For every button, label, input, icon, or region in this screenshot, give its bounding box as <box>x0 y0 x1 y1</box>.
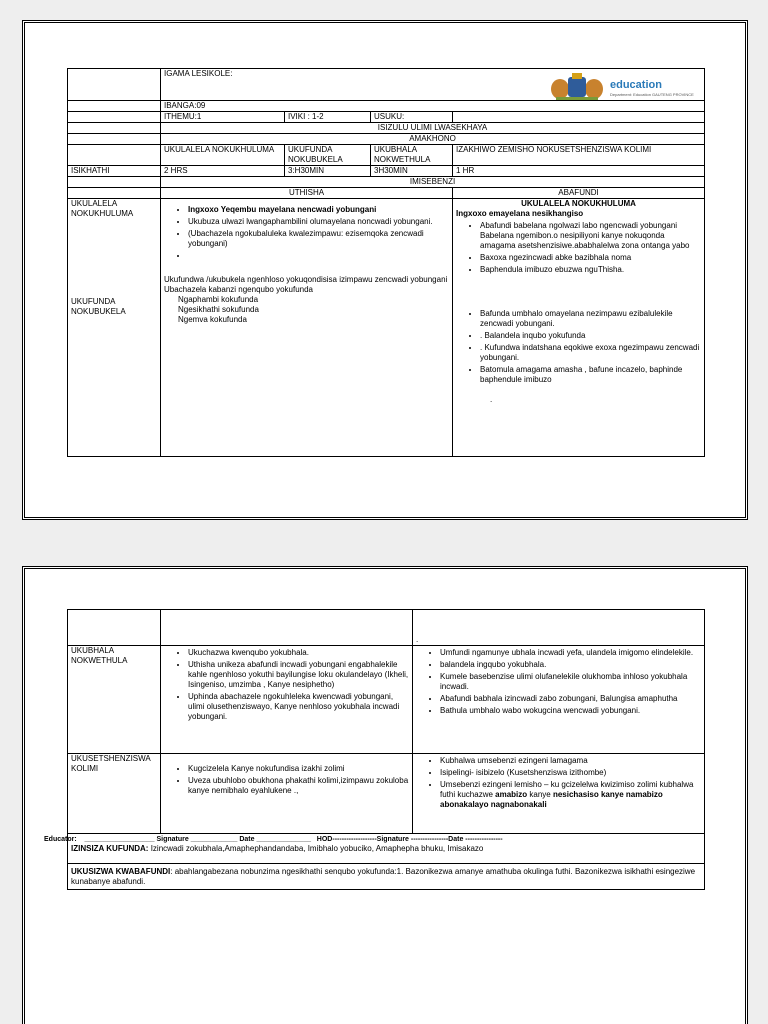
time-reading: 3:H30MIN <box>285 166 371 177</box>
learner-language-cell <box>413 754 705 834</box>
list-item: • Ingxoxo Yeqembu mayelana nencwadi yobungani <box>188 205 449 215</box>
teacher-header: UTHISHA <box>161 188 453 199</box>
support-text: : abahlangabezana nobunzima ngesikhathi senqubo yokufunda:1. Bazonikezwa amanye amathuba okulinga futhi. Bazonikezwa isikhathi esingeziwe kunabanye abafundi. <box>71 866 696 886</box>
time-language: 1 HR <box>453 166 705 177</box>
section-label-reading: UKUFUNDA NOKUBUKELA <box>71 297 126 316</box>
reading-step: Ngemva kokufunda <box>178 315 247 324</box>
logo-subtext: Department: Education GAUTENG PROVINCE <box>610 92 694 97</box>
section-label-listening: UKULALELA NOKUKHULUMA <box>71 199 134 218</box>
support-row <box>68 864 705 890</box>
theme-cell: ITHEMU:1 <box>161 112 285 123</box>
teacher-reading-line: Ubachazela kabanzi ngenqubo yokufunda <box>164 285 314 294</box>
teacher-list-language <box>164 764 409 796</box>
list-item: • Baxoxa ngezincwadi abke bazibhala noma <box>480 253 701 263</box>
teacher-activities-cell <box>161 199 453 457</box>
education-logo <box>546 71 696 101</box>
list-item: • Bafunda umbhalo omayelana nezimpawu ezibalulekile zencwadi yobungani. <box>480 309 701 329</box>
writing-section-label: UKUBHALA NOKWETHULA <box>68 646 161 754</box>
list-item: • Uphinda abachazele ngokuhleleka kwencwadi yobungani, ulimi olusethenziswayo, Kanye nenhloso yokubhala incwadi yobungani. <box>188 692 409 722</box>
list-item: • Baphendula imibuzo ebuzwa nguThisha. <box>480 265 701 275</box>
school-name-label: IGAMA LESIKOLE: <box>164 69 233 78</box>
logo-wordmark: education <box>610 79 662 91</box>
learner-section-subheading: Ingxoxo emayelana nesikhangiso <box>456 209 584 218</box>
reading-step: Ngaphambi kokufunda <box>178 295 259 304</box>
learner-list-writing <box>416 648 701 716</box>
week-cell: IVIKI : 1-2 <box>285 112 371 123</box>
language-section-label: UKUSETSHENZISWA KOLIMI <box>68 754 161 834</box>
list-item: • balandela ingqubo yokubhala. <box>440 660 701 670</box>
lesson-plan-page-2 <box>22 566 748 1024</box>
skill-writing: UKUBHALA NOKWETHULA <box>371 145 453 166</box>
list-item: • Kumele basebenzise ulimi olufanelekile olukhomba inhloso yokubhala incwadi. <box>440 672 701 692</box>
learner-section-heading: UKULALELA NOKUKHULUMA <box>521 199 636 208</box>
lesson-plan-table-1 <box>67 68 705 457</box>
teacher-language-cell <box>161 754 413 834</box>
date-label-cell: USUKU: <box>371 112 453 123</box>
learner-activities-cell <box>453 199 705 457</box>
learner-writing-cell <box>413 646 705 754</box>
reading-step: Ngesikhathi sokufunda <box>178 305 259 314</box>
teacher-list-writing <box>164 648 409 722</box>
learner-list-reading <box>456 309 701 385</box>
list-item <box>188 251 449 261</box>
activities-header: IMISEBENZI <box>161 177 705 188</box>
list-item: • Bathula umbhalo wabo wokugcina wencwadi yobungani. <box>440 706 701 716</box>
signature-line: Educator: __________________ Signature ____________ Date ______________ HOD-------------------Signature ----------------Date ---------------- <box>44 836 503 843</box>
trailing-dot: . <box>490 395 493 404</box>
list-item: • Ukubuza ulwazi lwangaphambilini olumayelana noncwadi yobungani. <box>188 217 449 227</box>
support-label: UKUSIZWA KWABAFUNDI <box>71 866 171 876</box>
list-item: • . Balandela inqubo yokufunda <box>480 331 701 341</box>
learner-list-language <box>416 756 701 810</box>
list-item: • Umsebenzi ezingeni lemisho – ku gcizelelwa kwizimiso zolimi kubhalwa futhi kuchazwe amabizo kanye nesichasiso kanye namabizo abonakalayo nagnabonakali <box>440 780 701 810</box>
list-item: • Abafundi babelana ngolwazi labo ngencwadi yobungani Babelana ngemibon.o nesipiliyoni kanye nokuqonda amagama asetshenzisiwe.ababhalelwa zona ontanga yabo <box>480 221 701 251</box>
lesson-plan-table-2 <box>67 609 705 890</box>
list-item: • Abafundi babhala izincwadi zabo zobungani, Balungisa amaphutha <box>440 694 701 704</box>
list-item: • Uveza ubuhlobo obukhona phakathi kolimi,izimpawu zokuloba kanye nemibhalo eyahlukene ., <box>188 776 409 796</box>
teacher-list-listening <box>164 205 449 261</box>
top-dot: . <box>413 610 705 646</box>
time-listening: 2 HRS <box>161 166 285 177</box>
lesson-plan-page-1 <box>22 20 748 520</box>
resources-text: Izincwadi zokubhala,Amaphephandandaba, Imibhalo yobuciko, Amaphepha bhuku, Imisakazo <box>148 843 484 853</box>
learners-header: ABAFUNDI <box>453 188 705 199</box>
list-item: • Kubhalwa umsebenzi ezingeni lamagama <box>440 756 701 766</box>
list-item: • Isipelingi- isibizelo (Kusetshenziswa izithombe) <box>440 768 701 778</box>
list-item: • Batomula amagama amasha , bafune incazelo, baphinde baphendule imibuzo <box>480 365 701 385</box>
skill-listening: UKULALELA NOKUKHULUMA <box>161 145 285 166</box>
time-label: ISIKHATHI <box>68 166 161 177</box>
coat-of-arms-icon <box>546 71 696 101</box>
grade-cell: IBANGA:09 <box>161 101 705 112</box>
teacher-writing-cell <box>161 646 413 754</box>
list-item: • Umfundi ngamunye ubhala incwadi yefa, ulandela imigomo elindelekile. <box>440 648 701 658</box>
list-item: • . Kufundwa indatshana eqokiwe exoxa ngezimpawu zencwadi yobungani. <box>480 343 701 363</box>
resources-label: IZINSIZA KUFUNDA: <box>71 843 149 853</box>
list-item: • Kugcizelela Kanye nokufundisa izakhi zolimi <box>188 764 409 774</box>
list-item: • Ukuchazwa kwenqubo yokubhala. <box>188 648 409 658</box>
section-labels-cell <box>68 199 161 457</box>
list-item: • Uthisha unikeza abafundi incwadi yobungani engabhalekile kahle ngenhloso yokuthi bayilungise loku okulandelayo (Ikheli, Isingeniso, umzimba , Kanye nesiphetho) <box>188 660 409 690</box>
list-item: • (Ubachazela ngokubaluleka kwalezimpawu: ezisemqoka zencwadi yobungani) <box>188 229 449 249</box>
skill-reading: UKUFUNDA NOKUBUKELA <box>285 145 371 166</box>
teacher-reading-intro: Ukufundwa /ukubukela ngenhloso yokuqondisisa izimpawu zencwadi yobungani <box>164 275 448 284</box>
skills-header: AMAKHONO <box>161 134 705 145</box>
time-writing: 3H30MIN <box>371 166 453 177</box>
skill-language: IZAKHIWO ZEMISHO NOKUSETSHENZISWA KOLIMI <box>453 145 705 166</box>
subject-title: ISIZULU ULIMI LWASEKHAYA <box>161 123 705 134</box>
learner-list-listening <box>456 221 701 275</box>
